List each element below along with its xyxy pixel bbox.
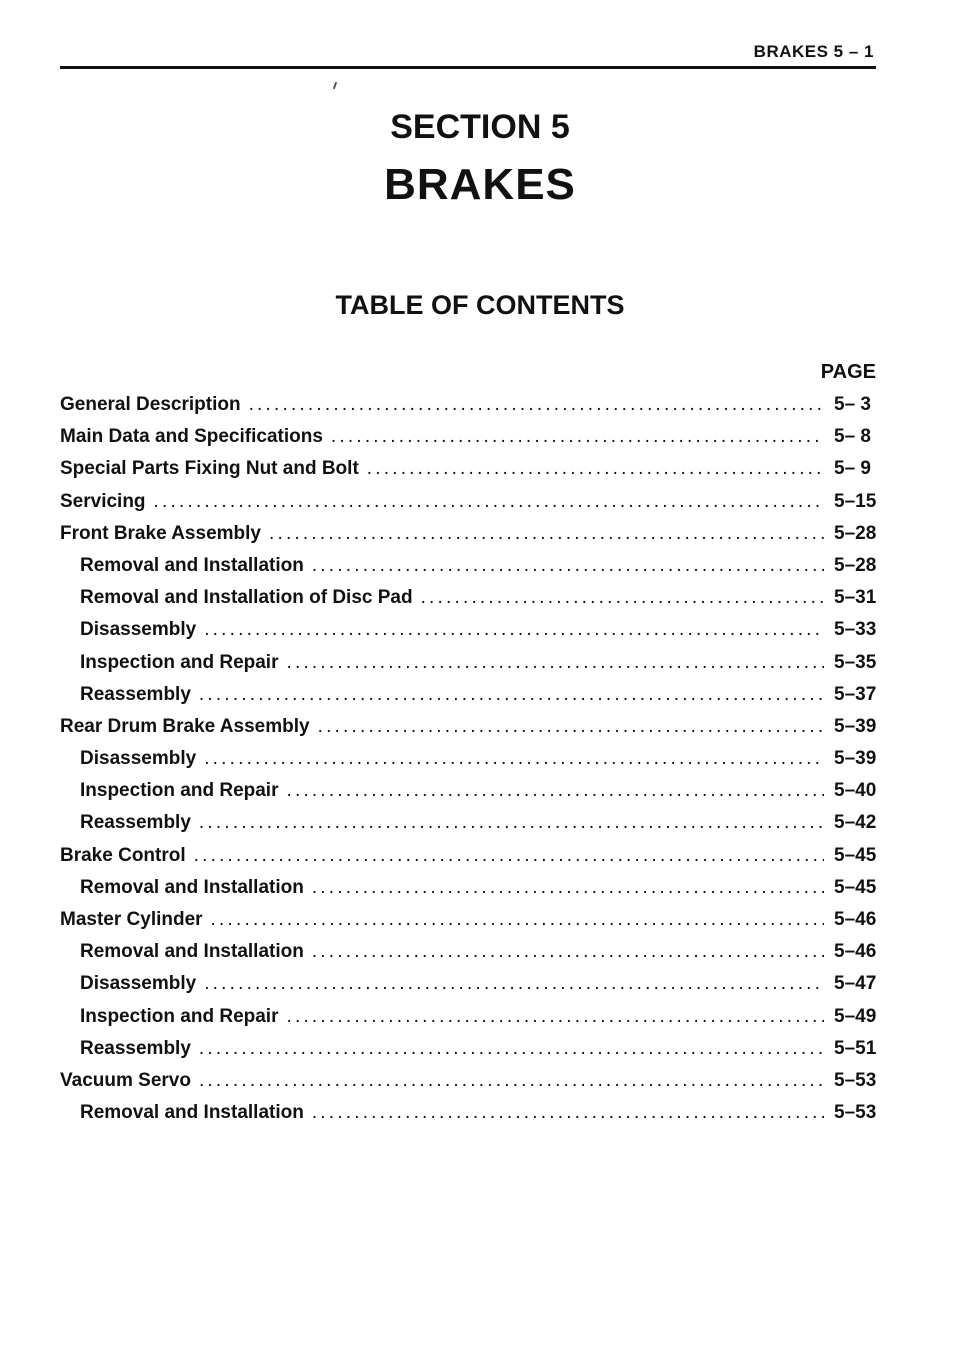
toc-entry[interactable]	[60, 743, 878, 775]
toc-entry-label: Vacuum Servo	[60, 1069, 191, 1091]
toc-leader-dots	[194, 840, 824, 872]
toc-entry-label: Inspection and Repair	[80, 780, 279, 802]
toc-entry-label: Rear Drum Brake Assembly	[60, 715, 310, 737]
toc-leader-dots	[312, 550, 824, 582]
toc-entry[interactable]	[60, 936, 878, 968]
toc-entry-label: Reassembly	[80, 683, 191, 705]
toc-entry-page: 5–45	[834, 844, 877, 866]
toc-leader-dots	[312, 872, 824, 904]
toc-title: TABLE OF CONTENTS	[335, 290, 625, 320]
toc-entry-label: Main Data and Specifications	[60, 426, 323, 448]
toc-entry-label: Removal and Installation of Disc Pad	[80, 587, 413, 609]
toc-entry[interactable]	[60, 775, 878, 807]
section-number: SECTION 5	[390, 108, 570, 146]
toc-entry-page: 5–53	[834, 1102, 877, 1124]
toc-entry-label: Removal and Installation	[80, 1102, 304, 1124]
toc-entry-page: 5–39	[834, 748, 877, 770]
toc-entry-page: 5– 8	[834, 426, 871, 448]
toc-entry[interactable]	[60, 1033, 878, 1065]
toc-list	[60, 389, 878, 1129]
toc-entry[interactable]	[60, 1001, 878, 1033]
running-head: BRAKES 5 – 1	[753, 42, 874, 61]
toc-entry[interactable]	[60, 711, 878, 743]
toc-entry[interactable]	[60, 614, 878, 646]
toc-leader-dots	[249, 389, 824, 421]
toc-leader-dots	[211, 904, 824, 936]
toc-entry-label: Removal and Installation	[80, 941, 304, 963]
toc-entry-label: General Description	[60, 394, 241, 415]
toc-leader-dots	[154, 486, 824, 518]
toc-entry[interactable]	[60, 453, 878, 485]
toc-entry-page: 5–46	[834, 941, 877, 963]
toc-leader-dots	[199, 1033, 824, 1065]
toc-entry-page: 5–28	[834, 522, 877, 544]
section-title: BRAKES	[384, 160, 576, 209]
toc-entry-label: Disassembly	[80, 748, 197, 770]
toc-entry-label: Inspection and Repair	[80, 651, 279, 673]
toc-entry-label: Inspection and Repair	[80, 1005, 279, 1027]
toc-entry-label: Servicing	[60, 490, 146, 512]
toc-entry[interactable]	[60, 550, 878, 582]
toc-entry[interactable]	[60, 1097, 878, 1129]
toc-leader-dots	[199, 679, 824, 711]
toc-entry-page: 5–47	[834, 973, 877, 995]
toc-entry[interactable]	[60, 904, 878, 936]
toc-leader-dots	[204, 743, 824, 775]
toc-entry-label: Removal and Installation	[80, 876, 304, 898]
toc-entry-page: 5–28	[834, 554, 877, 576]
toc-leader-dots	[204, 614, 824, 646]
header-rule	[60, 66, 876, 69]
toc-entry-page: 5–45	[834, 876, 877, 898]
toc-leader-dots	[421, 582, 824, 614]
page-column-heading: PAGE	[820, 361, 876, 383]
toc-entry-page: 5– 3	[834, 394, 871, 415]
toc-entry-page: 5–37	[834, 683, 877, 705]
toc-entry-page: 5–33	[834, 619, 877, 641]
toc-leader-dots	[204, 968, 824, 1000]
toc-entry-label: Disassembly	[80, 619, 197, 641]
stray-mark	[333, 82, 337, 89]
toc-leader-dots	[318, 711, 824, 743]
toc-entry[interactable]	[60, 807, 878, 839]
toc-leader-dots	[269, 518, 824, 550]
toc-entry[interactable]	[60, 968, 878, 1000]
toc-leader-dots	[199, 1065, 824, 1097]
toc-leader-dots	[331, 421, 824, 453]
toc-entry-label: Disassembly	[80, 973, 197, 995]
toc-entry-label: Front Brake Assembly	[60, 522, 261, 544]
toc-entry[interactable]	[60, 840, 878, 872]
toc-entry-page: 5–46	[834, 909, 877, 930]
toc-entry-label: Removal and Installation	[80, 554, 304, 576]
toc-entry-label: Special Parts Fixing Nut and Bolt	[60, 458, 359, 480]
toc-entry-label: Master Cylinder	[60, 909, 203, 930]
toc-entry-label: Brake Control	[60, 844, 186, 866]
toc-entry-page: 5–49	[834, 1005, 877, 1027]
toc-entry-page: 5– 9	[834, 458, 871, 480]
toc-entry-page: 5–53	[834, 1069, 877, 1091]
toc-entry-page: 5–35	[834, 651, 877, 673]
toc-entry[interactable]	[60, 421, 878, 453]
toc-leader-dots	[312, 936, 824, 968]
toc-leader-dots	[286, 1001, 824, 1033]
toc-entry-page: 5–31	[834, 587, 877, 609]
toc-entry-label: Reassembly	[80, 1037, 191, 1059]
toc-leader-dots	[367, 453, 824, 485]
toc-entry-page: 5–42	[834, 812, 877, 834]
toc-entry[interactable]	[60, 518, 878, 550]
toc-entry[interactable]	[60, 1065, 878, 1097]
toc-entry[interactable]	[60, 872, 878, 904]
toc-leader-dots	[286, 775, 824, 807]
toc-entry[interactable]	[60, 647, 878, 679]
toc-leader-dots	[199, 807, 824, 839]
toc-entry-page: 5–15	[834, 490, 877, 512]
toc-entry-label: Reassembly	[80, 812, 191, 834]
toc-entry[interactable]	[60, 389, 878, 421]
toc-leader-dots	[312, 1097, 824, 1129]
toc-entry-page: 5–39	[834, 715, 877, 737]
toc-entry-page: 5–40	[834, 780, 877, 802]
toc-entry[interactable]	[60, 582, 878, 614]
toc-leader-dots	[286, 647, 824, 679]
toc-entry-page: 5–51	[834, 1037, 877, 1059]
toc-entry[interactable]	[60, 679, 878, 711]
toc-entry[interactable]	[60, 486, 878, 518]
